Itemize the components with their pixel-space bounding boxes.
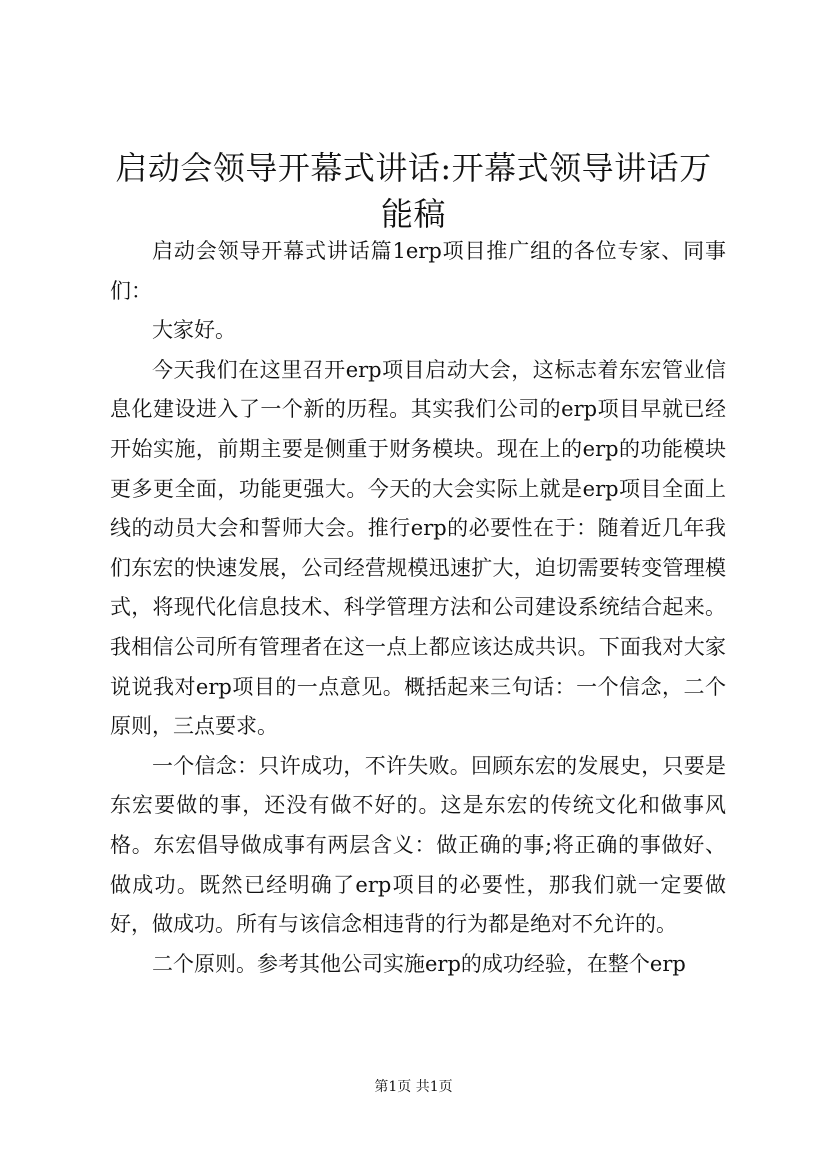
paragraph-two-principles: 二个原则。参考其他公司实施erp的成功经验，在整个erp (152, 951, 686, 976)
document-title: 启动会领导开幕式讲话:开幕式领导讲话万能稿 (115, 149, 712, 233)
page-number-footer: 第1页 共1页 (374, 1079, 453, 1095)
paragraph-greeting: 启动会领导开幕式讲话篇1erp项目推广组的各位专家、同事们： (110, 239, 726, 303)
paragraph-one-belief: 一个信念：只许成功，不许失败。回顾东宏的发展史，只要是东宏要做的事，还没有做不好的。这是东宏的传统文化和做事风格。东宏倡导做成事有两层含义：做正确的事;将正确的事做好、做成功。既然已经明确了erp项目的必要性，那我们就一定要做好，做成功。所有与该信念相违背的行为都是绝对不允许的。 (110, 753, 726, 937)
paragraph-hello: 大家好。 (152, 318, 236, 343)
paragraph-project-kickoff: 今天我们在这里召开erp项目启动大会，这标志着东宏管业信息化建设进入了一个新的历程。其实我们公司的erp项目早就已经开始实施，前期主要是侧重于财务模块。现在上的erp的功能模块更多更全面，功能更强大。今天的大会实际上就是erp项目全面上线的动员大会和誓师大会。推行erp的必要性在于：随着近几年我们东宏的快速发展，公司经营规模迅速扩大，迫切需要转变管理模式，将现代化信息技术、科学管理方法和公司建设系统结合起来。我相信公司所有管理者在这一点上都应该达成共识。下面我对大家说说我对erp项目的一点意见。概括起来三句话：一个信念，二个原则，三点要求。 (110, 357, 726, 739)
document-body (110, 232, 726, 984)
